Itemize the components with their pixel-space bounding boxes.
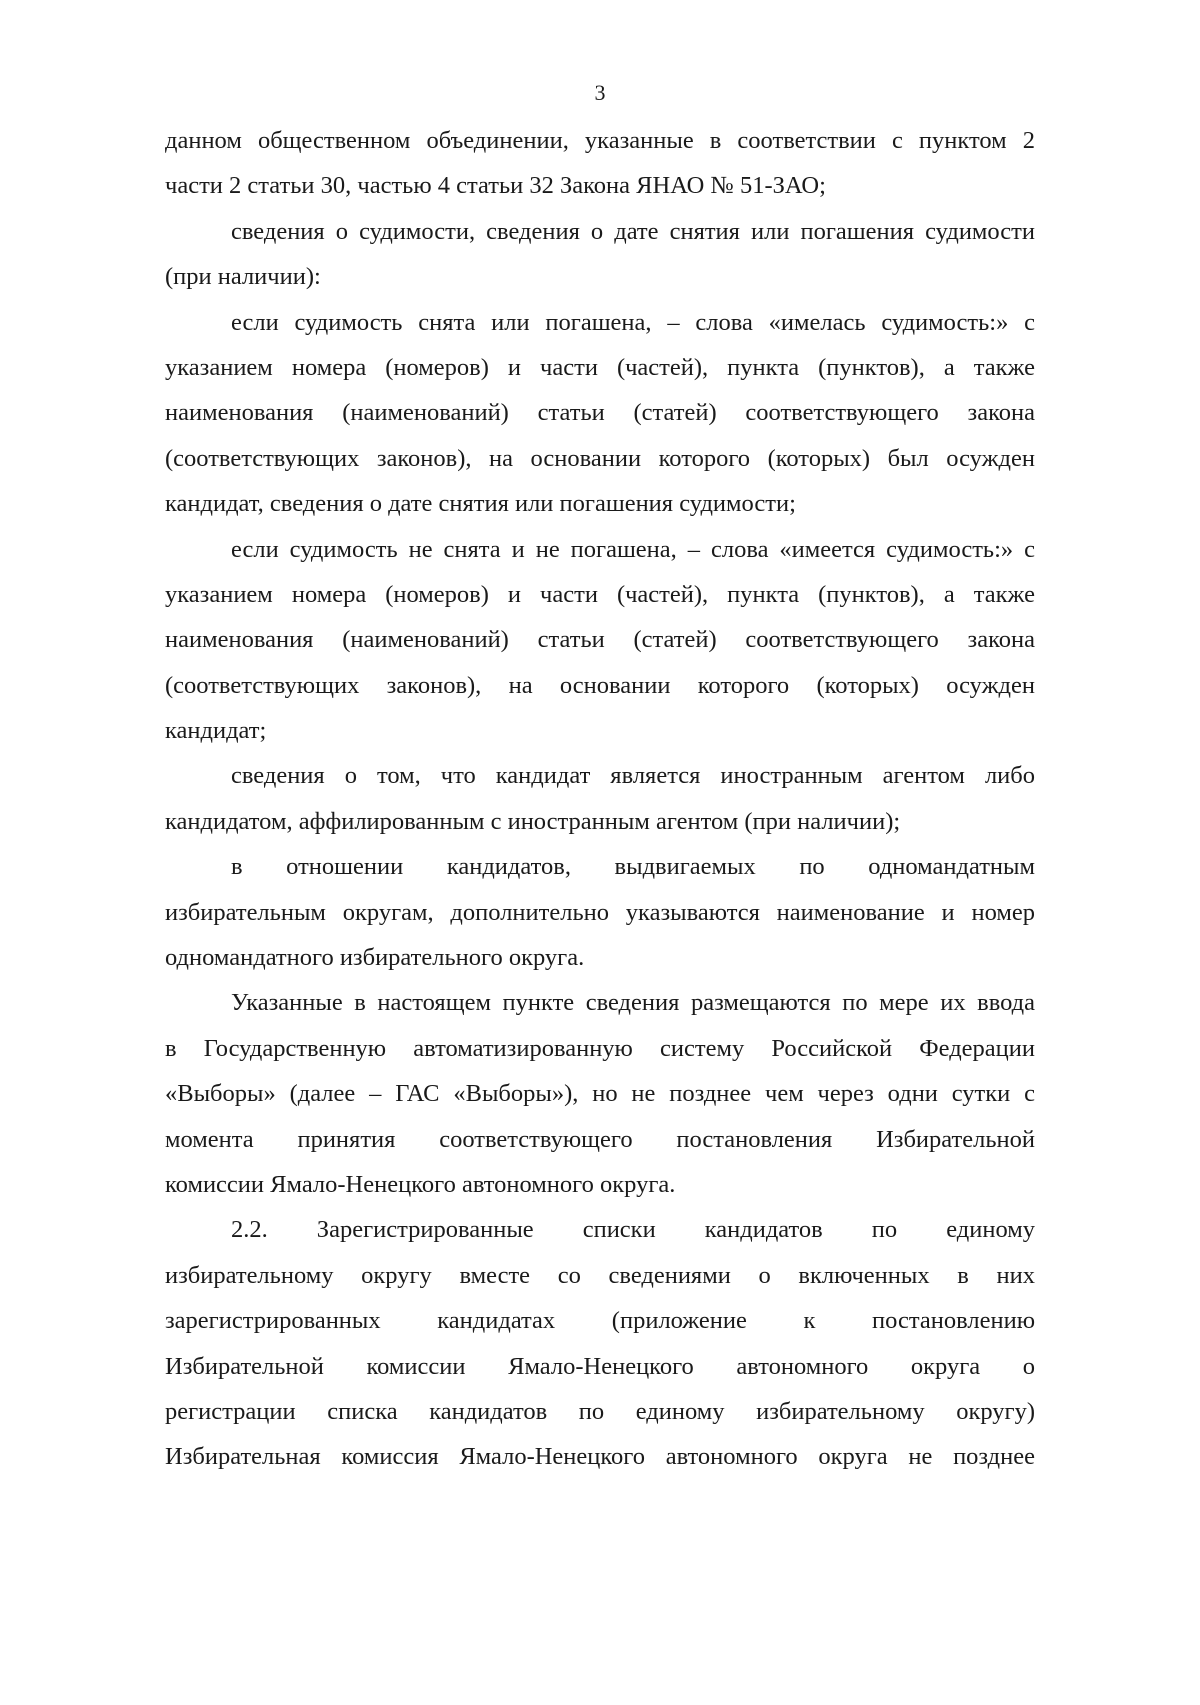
text-line: указанием номера (номеров) и части (частей), пункта (пунктов), а также [165,353,1035,381]
text-line: наименования (наименований) статьи (статей) соответствующего закона [165,399,1035,427]
page-number: 3 [594,80,606,105]
text-line: кандидатом, аффилированным с иностранным агентом (при наличии); [165,807,901,835]
text-line: регистрации списка кандидатов по единому избирательному округу) [165,1397,1035,1425]
text-line: момента принятия соответствующего постановления Избирательной [165,1125,1035,1153]
paragraph [165,527,1035,754]
paragraph [165,844,1035,980]
text-line: данном общественном объединении, указанные в соответствии с пунктом 2 [165,127,1035,154]
text-line: сведения о том, что кандидат является иностранным агентом либо [231,762,1035,790]
paragraph [165,1207,1035,1479]
paragraph [165,980,1035,1207]
text-line: (соответствующих законов), на основании которого (которых) был осужден [165,444,1035,472]
paragraph [165,209,1035,300]
text-line: если судимость снята или погашена, – слова «имелась судимость:» с [231,308,1035,336]
text-line: если судимость не снята и не погашена, – слова «имеется судимость:» с [231,535,1035,563]
paragraph [165,753,1035,844]
text-line: избирательным округам, дополнительно указываются наименование и номер [165,898,1035,926]
text-line: комиссии Ямало-Ненецкого автономного округа. [165,1170,676,1198]
text-line: кандидат; [165,717,267,745]
text-line: Избирательная комиссия Ямало-Ненецкого автономного округа не позднее [165,1443,1035,1471]
text-line: в отношении кандидатов, выдвигаемых по одномандатным [231,853,1035,881]
paragraph [165,118,1035,209]
text-line: (соответствующих законов), на основании которого (которых) осужден [165,671,1035,699]
text-line: (при наличии): [165,263,321,291]
text-line: избирательному округу вместе со сведениями о включенных в них [165,1261,1035,1289]
text-line: Избирательной комиссии Ямало-Ненецкого автономного округа о [165,1352,1035,1380]
text-line: «Выборы» (далее – ГАС «Выборы»), но не позднее чем через одни сутки с [165,1080,1035,1108]
text-line: указанием номера (номеров) и части (частей), пункта (пунктов), а также [165,580,1035,608]
paragraph [165,300,1035,527]
text-line: зарегистрированных кандидатах (приложение к постановлению [165,1307,1035,1335]
text-line: сведения о судимости, сведения о дате снятия или погашения судимости [231,217,1035,245]
text-line: наименования (наименований) статьи (статей) соответствующего закона [165,626,1035,654]
text-line: 2.2. Зарегистрированные списки кандидатов по единому [231,1216,1035,1244]
text-line: части 2 статьи 30, частью 4 статьи 32 Закона ЯНАО № 51-ЗАО; [165,172,826,200]
document-body [165,118,1035,1480]
text-line: в Государственную автоматизированную систему Российской Федерации [165,1034,1035,1062]
text-line: кандидат, сведения о дате снятия или погашения судимости; [165,490,796,518]
text-line: одномандатного избирательного округа. [165,944,585,972]
text-line: Указанные в настоящем пункте сведения размещаются по мере их ввода [231,989,1035,1017]
